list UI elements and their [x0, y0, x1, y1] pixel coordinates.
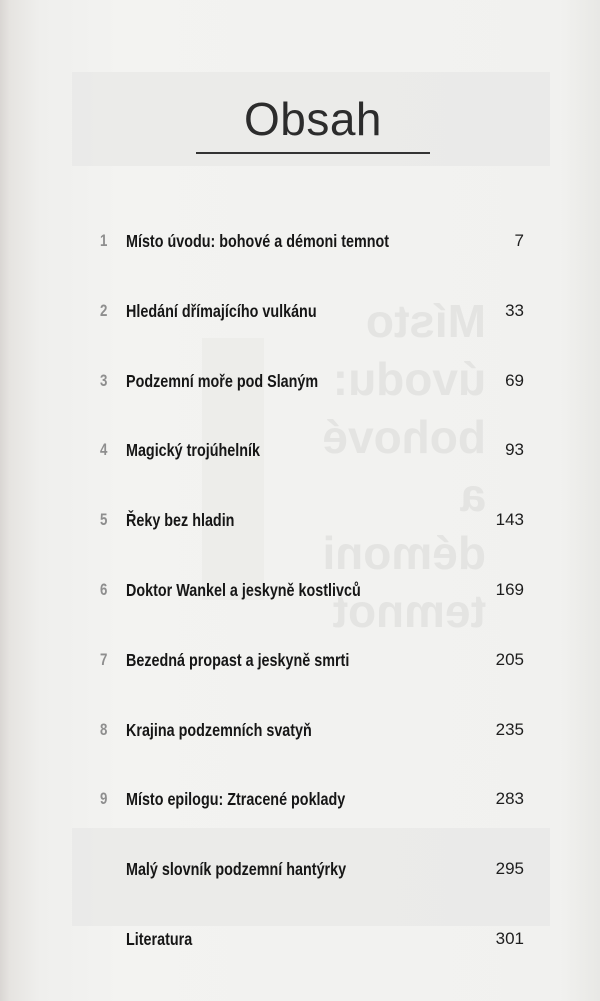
- toc-entry-number: 1: [100, 231, 108, 250]
- toc-entry-number: 4: [100, 440, 108, 460]
- toc-entry: [96, 784, 524, 814]
- toc-entry: [96, 645, 524, 675]
- toc-entry-title: Hledání dřímajícího vulkánu: [126, 300, 317, 321]
- toc-entry-title: Magický trojúhelník: [126, 440, 260, 461]
- toc-entry-title: Literatura: [126, 929, 193, 949]
- toc-entry-title: Krajina podzemních svatyň: [126, 719, 312, 740]
- show-through-text: Místo úvodu: bohové a démoni temnot: [322, 295, 486, 637]
- page-title: Obsah: [243, 93, 383, 145]
- toc-entry-page: 301: [495, 929, 524, 948]
- toc-entry-title: Místo epilogu: Ztracené poklady: [126, 789, 346, 810]
- toc-entry: [96, 366, 524, 396]
- toc-entry-number: 5: [100, 510, 108, 530]
- toc-entry-number: 2: [100, 300, 108, 320]
- toc-entry-title: Řeky bez hladin: [126, 510, 235, 531]
- toc-entry-page: 295: [495, 859, 524, 879]
- toc-entry: [96, 505, 524, 535]
- toc-entry-page: 143: [495, 510, 524, 530]
- toc-entry-page: 235: [495, 719, 524, 739]
- toc-entry-title: Bezedná propast a jeskyně smrti: [126, 649, 350, 670]
- toc-entry-title: Malý slovník podzemní hantýrky: [126, 859, 347, 880]
- toc-entry-number: 9: [100, 789, 108, 809]
- toc-entry-page: 7: [514, 231, 524, 250]
- toc-entry-page: 283: [495, 789, 524, 809]
- toc-entry: [96, 435, 524, 465]
- toc-entry: [96, 226, 524, 256]
- toc-entry: [96, 854, 524, 884]
- toc-entry: [96, 715, 524, 745]
- title-underline: [196, 152, 430, 154]
- toc-entry-page: 93: [505, 440, 524, 460]
- toc-entry-number: 8: [100, 719, 108, 739]
- toc-entry: [96, 924, 524, 954]
- toc-entry-title: Doktor Wankel a jeskyně kostlivců: [126, 580, 361, 600]
- toc-entry: [96, 296, 524, 326]
- toc-entry-page: 205: [495, 649, 524, 669]
- toc-entry-page: 33: [505, 300, 524, 320]
- toc-entry-title: Místo úvodu: bohové a démoni temnot: [126, 231, 390, 251]
- toc-entry-title: Podzemní moře pod Slaným: [126, 370, 319, 391]
- toc-entry-page: 69: [505, 370, 524, 390]
- toc-entry: [96, 575, 524, 605]
- toc-entry-number: 3: [100, 370, 108, 390]
- toc-entry-number: 6: [100, 580, 108, 599]
- toc-entry-page: 169: [495, 580, 524, 599]
- toc-entry-number: 7: [100, 649, 108, 669]
